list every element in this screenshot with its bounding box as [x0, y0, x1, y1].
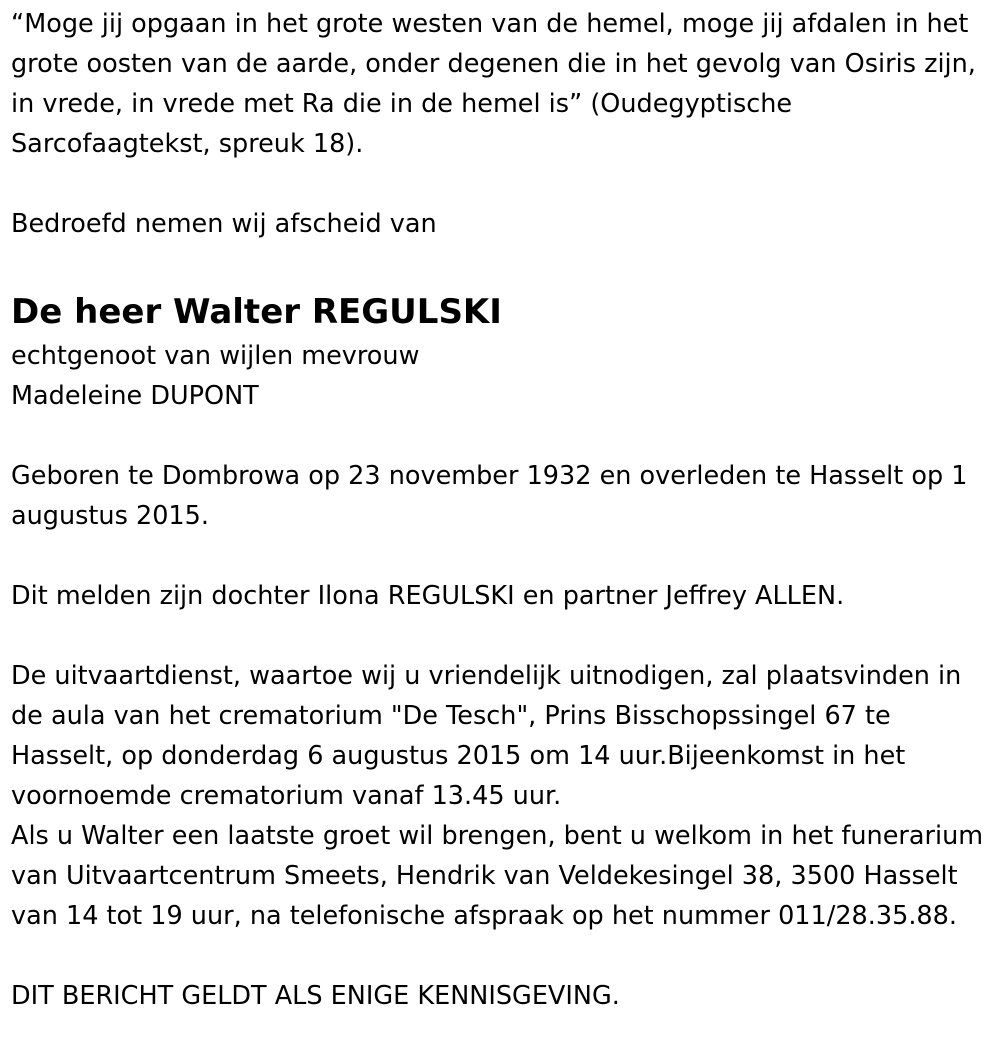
visitation-info: Als u Walter een laatste groet wil brengen, bent u welkom in het funerarium van Uitvaartcentrum Smeets, Hendrik van Veldekesingel 38, 3500 Hasselt van 14 tot 19 uur, na telefonische afspraak op het nummer 011/28.35.88. — [11, 821, 984, 931]
spouse-line-1: echtgenoot van wijlen mevrouw — [11, 341, 420, 371]
spouse-line-2: Madeleine DUPONT — [11, 381, 259, 411]
birth-death-info: Geboren te Dombrowa op 23 november 1932 en overleden te Hasselt op 1 augustus 2015. — [11, 461, 968, 531]
intro-line: Bedroefd nemen wij afscheid van — [11, 209, 437, 239]
deceased-name: De heer Walter REGULSKI — [11, 292, 502, 332]
announcers-line: Dit melden zijn dochter Ilona REGULSKI en partner Jeffrey ALLEN. — [11, 581, 845, 611]
closing-statement: DIT BERICHT GELDT ALS ENIGE KENNISGEVING. — [11, 981, 620, 1011]
obituary-notice — [11, 4, 986, 1016]
funeral-service-info: De uitvaartdienst, waartoe wij u vriendelijk uitnodigen, zal plaatsvinden in de aula van het crematorium "De Tesch", Prins Bisschopssingel 67 te Hasselt, op donderdag 6 augustus 2015 om 14 uur.Bijeenkomst in het voornoemde crematorium vanaf 13.45 uur. — [11, 661, 962, 811]
epigraph-quote: “Moge jij opgaan in het grote westen van de hemel, moge jij afdalen in het grote oosten van de aarde, onder degenen die in het gevolg van Osiris zijn, in vrede, in vrede met Ra die in de hemel is” (Oudegyptische Sarcofaagtekst, spreuk 18). — [11, 9, 976, 159]
